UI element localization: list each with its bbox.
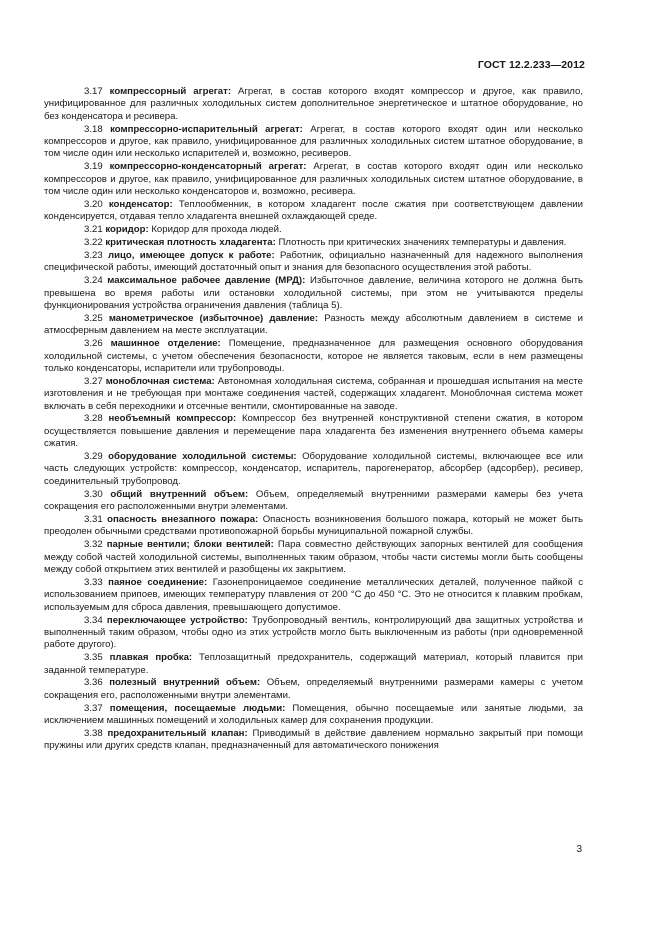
definition-paragraph — [44, 577, 583, 614]
defined-term: компрессорно-испарительный агрегат: — [110, 123, 303, 135]
definition-paragraph — [44, 338, 583, 375]
definition-paragraph — [44, 489, 583, 514]
clause-number: 3.23 — [84, 250, 103, 262]
clause-number: 3.27 — [84, 375, 103, 387]
defined-term: оборудование холодильной системы: — [108, 451, 297, 463]
definition-text: Разность между абсолютным давлением в системе и атмосферным давлением на месте эксплуатации. — [44, 312, 583, 337]
definition-text: Помещение, предназначенное для размещения основного оборудования холодильной системы, с учетом обеспечения безопасности, которое не является таковым, если в нем размещены только конденсаторы, испарители или трубопроводы. — [44, 338, 584, 374]
clause-number: 3.35 — [84, 652, 103, 664]
definition-paragraph — [44, 250, 583, 275]
definition-paragraph — [44, 539, 583, 576]
definition-text: Теплозащитный предохранитель, содержащий материал, который плавится при заданной температуре. — [44, 652, 584, 676]
defined-term: переключающее устройство: — [106, 614, 248, 626]
clause-number: 3.26 — [84, 338, 103, 350]
definition-paragraph — [44, 728, 583, 753]
clause-number: 3.19 — [84, 161, 103, 173]
defined-term: общий внутренний объем: — [110, 488, 249, 500]
definition-paragraph — [44, 615, 583, 652]
definition-paragraph — [44, 652, 583, 677]
defined-term: плавкая пробка: — [109, 652, 193, 664]
defined-term: паяное соединение: — [108, 576, 208, 588]
defined-term: парные вентили; блоки вентилей: — [106, 539, 274, 551]
clause-number: 3.30 — [84, 488, 103, 500]
defined-term: коридор: — [105, 224, 149, 236]
definition-paragraph — [44, 376, 583, 413]
clause-number: 3.36 — [84, 677, 103, 689]
definition-text: Агрегат, в состав которого входят один или несколько компрессоров и другое, как правило, унифицированное для различных холодильных систем штатное оборудование, в том числе один или несколько испарителей и, возможно, ресиверов. — [44, 123, 583, 160]
definition-paragraph — [44, 514, 583, 539]
definition-text: Компрессор без внутренней конструктивной степени сжатия, в котором осуществляется повышение давления и перемещение пара хладагента без изменения внутреннего объема камеры сжатия. — [44, 413, 583, 450]
definition-text: Пара совместно действующих запорных вентилей для сообщения между собой частей холодильной системы, выполненных таким образом, чтобы части системы могли быть сообщены между собой открытием этих вентилей и разобщены их закрытием. — [44, 539, 583, 575]
clause-number: 3.29 — [84, 451, 103, 463]
clause-number: 3.37 — [84, 702, 103, 714]
defined-term: манометрическое (избыточное) давление: — [108, 312, 319, 324]
defined-term: максимальное рабочее давление (МРД): — [107, 275, 306, 287]
definition-text: Автономная холодильная система, собранная и прошедшая испытания на месте изготовления и не требующая при монтаже соединения частей, содержащих хладагент. Моноблочная система может включать в себя переходники и отсечные вентили, смонтированные на заводе. — [44, 375, 583, 412]
defined-term: машинное отделение: — [110, 338, 221, 350]
document-body — [44, 86, 583, 753]
definition-text: Опасность возникновения большого пожара, который не может быть преодолен обычными средствами противопожарной борьбы муниципальной пожарной службы. — [44, 514, 583, 538]
clause-number: 3.33 — [84, 576, 103, 588]
definition-paragraph — [44, 124, 583, 161]
definition-paragraph — [44, 275, 583, 312]
defined-term: конденсатор: — [108, 198, 173, 210]
definition-text: Агрегат, в состав которого входят компрессор и другое, как правило, унифицированное для различных холодильных систем дополнительное энергетическое и штатное оборудование, но без конденсатора и ресивера. — [44, 86, 583, 122]
definition-text: Теплообменник, в котором хладагент после сжатия при соответствующем давлении конденсируется, отдавая тепло хладагента внешней охлаждающей среде. — [44, 198, 583, 223]
clause-number: 3.28 — [84, 413, 103, 425]
clause-number: 3.38 — [84, 728, 103, 739]
definition-text: Плотность при критических значениях температуры и давления. — [278, 237, 567, 249]
definition-paragraph — [44, 161, 583, 198]
defined-term: необъемный компрессор: — [108, 413, 237, 425]
definition-paragraph — [44, 224, 583, 236]
clause-number: 3.24 — [84, 275, 103, 287]
definition-paragraph — [44, 313, 583, 338]
clause-number: 3.21 — [84, 224, 103, 236]
clause-number: 3.31 — [84, 514, 103, 525]
defined-term: компрессорный агрегат: — [109, 86, 232, 97]
defined-term: критическая плотность хладагента: — [105, 237, 276, 249]
definition-text: Работник, официально назначенный для надежного выполнения специфической работы, имеющий достаточный опыт и знания для безопасного осуществления этой работы. — [44, 250, 583, 274]
definition-paragraph — [44, 703, 583, 728]
clause-number: 3.22 — [84, 237, 103, 249]
definition-paragraph — [44, 86, 583, 123]
definition-text: Объем, определяемый внутренними размерами камеры без учета сокращения его расположенными внутри элементами. — [44, 488, 583, 513]
clause-number: 3.17 — [84, 86, 103, 97]
defined-term: компрессорно-конденсаторный агрегат: — [109, 161, 307, 173]
definition-paragraph — [44, 199, 583, 224]
clause-number: 3.32 — [84, 539, 103, 551]
definition-paragraph — [44, 677, 583, 702]
document-header: ГОСТ 12.2.233—2012 — [477, 59, 585, 71]
definition-text: Помещения, обычно посещаемые или занятые людьми, за исключением машинных помещений и холодильных камер для сохранения продукции. — [44, 702, 583, 727]
page-number: 3 — [576, 844, 582, 855]
definition-text: Приводимый в действие давлением нормально закрытый при помощи пружины или других средств клапан, предназначенный для автоматического понижения — [44, 728, 583, 752]
clause-number: 3.25 — [84, 312, 103, 324]
clause-number: 3.18 — [84, 123, 103, 135]
clause-number: 3.20 — [84, 198, 103, 210]
definition-text: Газонепроницаемое соединение металлических деталей, полученное пайкой с использованием припоев, имеющих температуру плавления от 200 °С до 450 °С. Это не относится к плавким пробкам, используемым для сброса давления, превышающего допустимое. — [44, 576, 583, 613]
defined-term: лицо, имеющее допуск к работе: — [108, 250, 275, 262]
definition-paragraph — [44, 451, 583, 488]
definition-paragraph — [44, 413, 583, 450]
defined-term: опасность внезапного пожара: — [107, 514, 259, 525]
definition-text: Избыточное давление, величина которого не должна быть превышена во время работы или остановки холодильной системы, при этом не учитываются пределы функционирования устройства ограничения давления (таблица 5). — [44, 275, 583, 311]
definition-text: Оборудование холодильной системы, включающее все или часть следующих устройств: компрессор, конденсатор, испаритель, парогенератор, абсорбер (адсорбер), ресивер, соединительный трубопровод. — [44, 451, 584, 487]
definition-paragraph — [44, 237, 583, 249]
clause-number: 3.34 — [84, 614, 103, 626]
definition-text: Объем, определяемый внутренними размерами камеры с учетом сокращения его, расположенными внутри элементами. — [44, 677, 583, 701]
defined-term: полезный внутренний объем: — [109, 677, 261, 689]
defined-term: моноблочная система: — [105, 375, 215, 387]
definition-text: Трубопроводный вентиль, контролирующий два защитных устройства и выполненный таким образом, чтобы одно из этих устройств могло быть выключенным из работы (при одновременной работе другого). — [44, 614, 583, 651]
defined-term: помещения, посещаемые людьми: — [109, 702, 286, 714]
defined-term: предохранительный клапан: — [107, 728, 248, 739]
definition-text: Коридор для прохода людей. — [151, 224, 282, 236]
definition-text: Агрегат, в состав которого входят один или несколько компрессоров и другое, как правило, унифицированное для различных холодильных систем штатное оборудование, в том числе один или несколько конденсаторов и, возможно, ресивера. — [44, 161, 583, 197]
